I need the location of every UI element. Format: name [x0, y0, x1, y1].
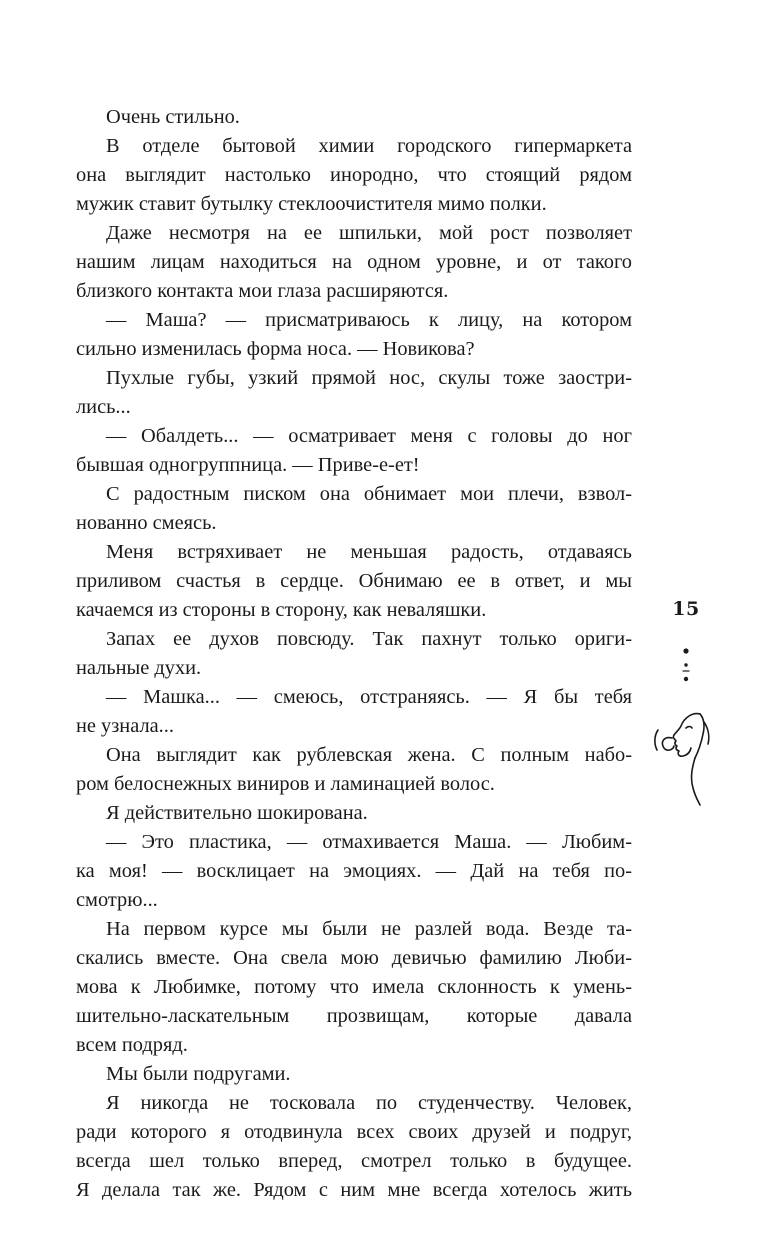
text-line: Очень стильно. [106, 106, 240, 128]
text-line: Даже несмотря на ее шпильки, мой рост позволяет [106, 222, 632, 244]
text-line: ради которого я отодвинула всех своих друзей и подруг, [76, 1121, 632, 1143]
text-line: В отделе бытовой химии городского гипермаркета [106, 135, 632, 157]
text-line: Меня встряхивает не меньшая радость, отдаваясь [106, 541, 632, 563]
text-line: приливом счастья в сердце. Обнимаю ее в ответ, и мы [76, 570, 632, 592]
text-line: бывшая одногруппница. — Приве-е-ет! [76, 454, 420, 476]
text-line: Я делала так же. Рядом с ним мне всегда хотелось жить [76, 1179, 632, 1201]
text-line: сильно изменилась форма носа. — Новикова? [76, 338, 475, 360]
text-line: нованно смеясь. [76, 512, 217, 534]
text-line: скались вместе. Она свела мою девичью фамилию Люби- [76, 947, 632, 969]
text-line: — Машка... — смеюсь, отстраняясь. — Я бы тебя [106, 686, 632, 708]
text-line: нашим лицам находиться на одном уровне, и от такого [76, 251, 632, 273]
text-line: Мы были подругами. [106, 1063, 291, 1085]
text-line: нальные духи. [76, 657, 202, 679]
text-line: мужик ставит бутылку стеклоочистителя мимо полки. [76, 193, 547, 215]
text-line: смотрю... [76, 889, 158, 911]
text-line: качаемся из стороны в сторону, как неваляшки. [76, 599, 487, 621]
text-line: не узнала... [76, 715, 174, 737]
text-line: Она выглядит как рублевская жена. С полным набо- [106, 744, 632, 766]
vertical-dots-icon [676, 646, 696, 686]
text-line: — Обалдеть... — осматривает меня с головы до ног [106, 425, 632, 447]
text-line: — Это пластика, — отмахивается Маша. — Любим- [106, 831, 632, 853]
text-line: — Маша? — присматриваюсь к лицу, на котором [106, 309, 632, 331]
face-profile-sketch-icon [648, 708, 716, 808]
text-line: близкого контакта мои глаза расширяются. [76, 280, 449, 302]
text-line: всегда шел только вперед, смотрел только в будущее. [76, 1150, 632, 1172]
text-line: Я действительно шокирована. [106, 802, 368, 824]
text-line: ром белоснежных виниров и ламинацией волос. [76, 773, 495, 795]
text-line: мова к Любимке, потому что имела склонность к умень- [76, 976, 632, 998]
text-line: Я никогда не тосковала по студенчеству. Человек, [106, 1092, 632, 1114]
text-line: лись... [76, 396, 131, 418]
page-number: 15 [672, 598, 700, 620]
text-line: На первом курсе мы были не разлей вода. Везде та- [106, 918, 632, 940]
text-line: ка моя! — восклицает на эмоциях. — Дай на тебя по- [76, 860, 632, 882]
text-line: она выглядит настолько инородно, что стоящий рядом [76, 164, 632, 186]
text-line: всем подряд. [76, 1034, 188, 1056]
text-line: Запах ее духов повсюду. Так пахнут только ориги- [106, 628, 632, 650]
page-body-text [76, 103, 632, 1205]
text-line: шительно-ласкательным прозвищам, которые давала [76, 1005, 632, 1027]
text-line: Пухлые губы, узкий прямой нос, скулы тоже заостри- [106, 367, 632, 389]
text-line: С радостным писком она обнимает мои плечи, взвол- [106, 483, 632, 505]
